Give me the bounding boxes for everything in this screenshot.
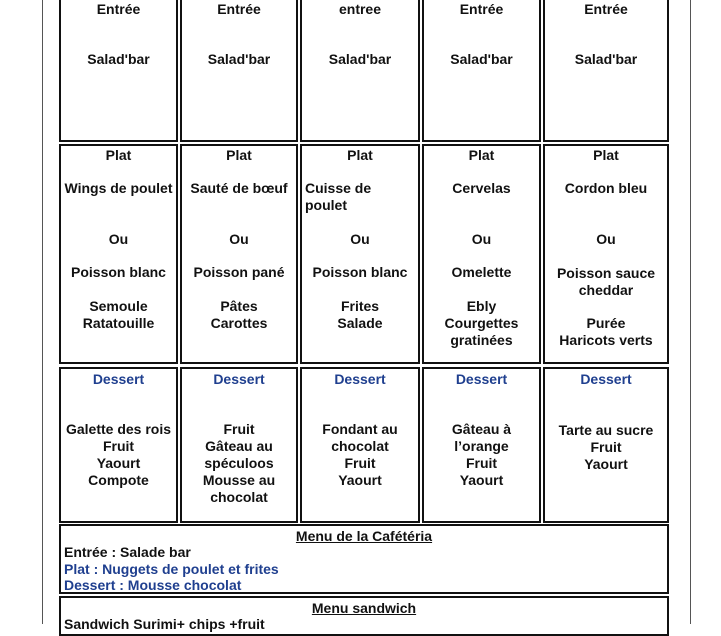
plat-line: cheddar xyxy=(578,282,634,298)
plat-line: Haricots verts xyxy=(559,332,653,348)
entree-heading: Entrée xyxy=(217,1,261,17)
plat-line: Ou xyxy=(108,231,129,247)
plat-cell-2 xyxy=(180,144,298,364)
plat-line: Cervelas xyxy=(452,180,511,196)
dessert-heading: Dessert xyxy=(92,371,145,387)
plat-line: Wings de poulet xyxy=(64,180,173,196)
plat-heading: Plat xyxy=(226,147,252,163)
dessert-line: chocolat xyxy=(331,438,389,454)
plat-line: Poisson pané xyxy=(193,264,285,280)
dessert-line: Yaourt xyxy=(459,472,504,488)
plat-line: Omelette xyxy=(451,264,512,280)
plat-line: Carottes xyxy=(210,315,268,331)
entree-item: Salad'bar xyxy=(87,51,150,67)
plat-heading: Plat xyxy=(105,147,132,163)
dessert-line: Gâteau au xyxy=(205,438,273,454)
page-edge-right xyxy=(690,0,691,624)
plat-heading: Plat xyxy=(593,147,619,163)
plat-line: Ou xyxy=(350,231,370,247)
entree-heading: Entrée xyxy=(459,1,504,17)
cafeteria-menu-box xyxy=(59,524,669,594)
plat-cell-5 xyxy=(543,144,669,364)
plat-line: Ratatouille xyxy=(82,315,155,331)
entree-cell-1 xyxy=(59,0,178,142)
dessert-line: Fruit xyxy=(590,439,622,455)
plat-line: Cordon bleu xyxy=(564,180,648,196)
dessert-line: Fruit xyxy=(465,455,498,471)
plat-line: Cuisse de xyxy=(305,180,372,196)
cafeteria-dessert: Dessert : Mousse chocolat xyxy=(64,577,242,593)
plat-line: Sauté de bœuf xyxy=(190,180,288,196)
dessert-line: Yaourt xyxy=(584,456,628,472)
sandwich-line: Sandwich Surimi+ chips +fruit xyxy=(64,616,265,632)
dessert-line: Tarte au sucre xyxy=(558,422,654,438)
plat-cell-1 xyxy=(59,144,178,364)
plat-line: gratinées xyxy=(450,332,513,348)
plat-line: Salade xyxy=(337,315,383,331)
entree-heading: Entrée xyxy=(96,1,141,17)
sandwich-title: Menu sandwich xyxy=(311,600,417,616)
plat-line: Ou xyxy=(471,231,492,247)
dessert-line: chocolat xyxy=(210,489,268,505)
entree-heading: entree xyxy=(338,1,382,17)
entree-cell-4 xyxy=(422,0,541,142)
dessert-line: Galette des rois xyxy=(65,421,172,437)
entree-cell-2 xyxy=(180,0,298,142)
dessert-heading: Dessert xyxy=(580,371,632,387)
dessert-line: spéculoos xyxy=(204,455,274,471)
plat-line: Ou xyxy=(596,231,616,247)
dessert-line: Fondant au xyxy=(322,421,398,437)
dessert-line: Yaourt xyxy=(338,472,382,488)
entree-cell-3 xyxy=(300,0,420,142)
dessert-heading: Dessert xyxy=(455,371,508,387)
entree-item: Salad'bar xyxy=(207,51,271,67)
cafeteria-title: Menu de la Cafétéria xyxy=(295,528,433,544)
dessert-cell-4 xyxy=(422,367,541,523)
cafeteria-entree: Entrée : Salade bar xyxy=(64,544,191,560)
dessert-line: l’orange xyxy=(454,438,509,454)
plat-heading: Plat xyxy=(468,147,495,163)
dessert-line: Fruit xyxy=(102,438,135,454)
plat-line: Purée xyxy=(586,315,626,331)
page-edge-left xyxy=(42,0,43,624)
plat-line: Ebly xyxy=(466,298,497,314)
dessert-heading: Dessert xyxy=(213,371,265,387)
plat-heading: Plat xyxy=(347,147,373,163)
entree-item: Salad'bar xyxy=(328,51,392,67)
dessert-line: Yaourt xyxy=(96,455,141,471)
plat-line: Frites xyxy=(340,298,380,314)
dessert-line: Fruit xyxy=(223,421,255,437)
plat-line: Courgettes xyxy=(444,315,519,331)
plat-line: Poisson blanc xyxy=(312,264,408,280)
cafeteria-plat: Plat : Nuggets de poulet et frites xyxy=(64,561,279,577)
dessert-heading: Dessert xyxy=(334,371,386,387)
plat-line: Poisson sauce xyxy=(556,265,656,281)
plat-line: poulet xyxy=(305,197,347,213)
entree-cell-5 xyxy=(543,0,669,142)
entree-heading: Entrée xyxy=(584,1,628,17)
plat-line: Poisson blanc xyxy=(71,264,166,280)
entree-item: Salad'bar xyxy=(450,51,513,67)
entree-item: Salad'bar xyxy=(574,51,638,67)
dessert-line: Fruit xyxy=(344,455,376,471)
plat-line: Ou xyxy=(229,231,249,247)
plat-line: Semoule xyxy=(89,298,148,314)
dessert-cell-1 xyxy=(59,367,178,523)
dessert-line: Mousse au xyxy=(202,472,276,488)
dessert-line: Compote xyxy=(88,472,149,488)
dessert-cell-3 xyxy=(300,367,420,523)
dessert-line: Gâteau à xyxy=(451,421,512,437)
dessert-cell-5 xyxy=(543,367,669,523)
plat-line: Pâtes xyxy=(220,298,258,314)
plat-cell-4 xyxy=(422,144,541,364)
dessert-cell-2 xyxy=(180,367,298,523)
plat-cell-3 xyxy=(300,144,420,364)
sandwich-menu-box xyxy=(59,596,669,636)
